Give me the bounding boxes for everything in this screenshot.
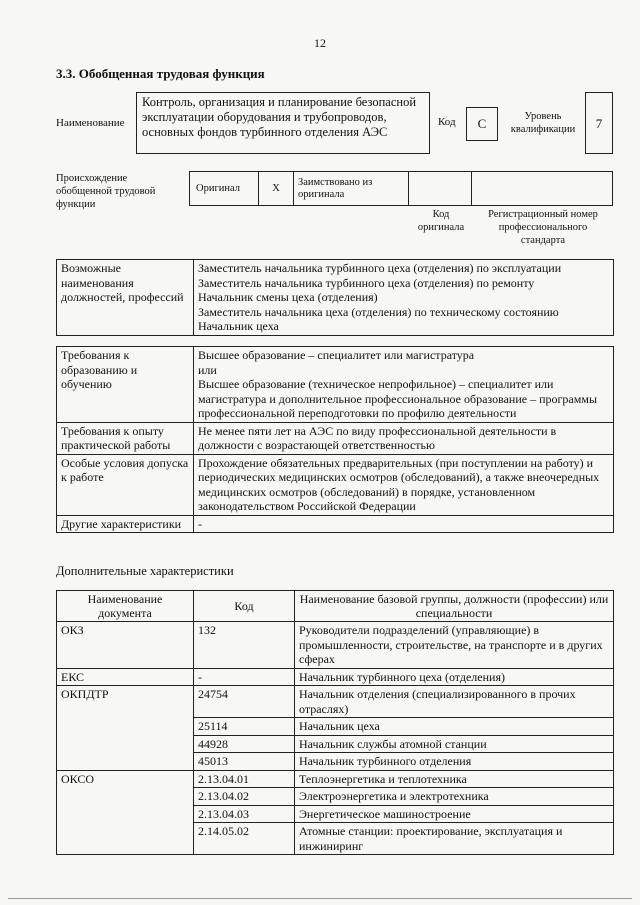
code-cell: 44928: [194, 735, 295, 753]
group-name-cell: Начальник турбинного отделения: [295, 753, 614, 771]
doc-cell: ОКСО: [57, 770, 194, 855]
admission-label: Особые условия допуска к работе: [57, 454, 194, 515]
table-header-row: [57, 591, 614, 622]
function-name-box: Контроль, организация и планирование безопасной эксплуатации оборудования и трубопроводов, основных фондов турбинного отделения АЭС: [136, 92, 430, 154]
reg-number-caption: Регистрационный номер профессионального стандарта: [488, 209, 598, 246]
col-header-name: Наименование базовой группы, должности (профессии) или специальности: [295, 591, 614, 622]
table-row: [57, 770, 614, 788]
additional-rows: [57, 622, 614, 855]
code-label: Код: [438, 116, 456, 128]
additional-table: [56, 590, 614, 855]
other-value: -: [194, 515, 614, 533]
table-row: [57, 347, 614, 423]
code-value-box: C: [466, 107, 498, 141]
code-cell: -: [194, 668, 295, 686]
qualification-level-label: Уровень квалификации: [510, 111, 576, 135]
admission-value: Прохождение обязательных предварительных (при поступлении на работу) и периодических медицинских осмотров (обследований), а также внеочередных медицинских осмотров (обследований) в порядке, установленном законодательством Российской Федерации: [194, 454, 614, 515]
table-row: [57, 622, 614, 669]
code-cell: 2.13.04.02: [194, 788, 295, 806]
col-header-code: Код: [194, 591, 295, 622]
code-cell: 132: [194, 622, 295, 669]
doc-cell: ОКПДТР: [57, 686, 194, 771]
requirements-table: [56, 346, 614, 533]
list-item: Начальник цеха: [198, 319, 279, 333]
list-item: Заместитель начальника цеха (отделения) по техническому состоянию: [198, 304, 559, 319]
table-row: [57, 454, 614, 515]
table-row: [57, 422, 614, 454]
additional-title: Дополнительные характеристики: [56, 564, 234, 578]
doc-cell: ЕКС: [57, 668, 194, 686]
positions-list: [194, 260, 614, 336]
origin-row: [190, 171, 613, 206]
code-cell: 2.14.05.02: [194, 823, 295, 855]
list-item: Заместитель начальника турбинного цеха (отделения) по ремонту: [198, 275, 535, 290]
code-cell: 24754: [194, 686, 295, 718]
group-name-cell: Начальник цеха: [295, 718, 614, 736]
borrowed-cell: Заимствовано из оригинала: [293, 171, 409, 206]
code-cell: 45013: [194, 753, 295, 771]
page-number: 12: [314, 36, 326, 50]
origin-code-cell: [408, 171, 472, 206]
other-label: Другие характеристики: [57, 515, 194, 533]
code-cell: 2.13.04.03: [194, 805, 295, 823]
list-item: Заместитель начальника турбинного цеха (отделения) по эксплуатации: [198, 261, 562, 275]
education-label: Требования к образованию и обучению: [57, 347, 194, 423]
group-name-cell: Начальник турбинного цеха (отделения): [295, 668, 614, 686]
group-name-cell: Теплоэнергетика и теплотехника: [295, 770, 614, 788]
table-row: [57, 515, 614, 533]
positions-label: Возможные наименования должностей, профессий: [57, 260, 194, 336]
text-line: Высшее образование – специалитет или магистратура: [198, 348, 475, 362]
group-name-cell: Начальник службы атомной станции: [295, 735, 614, 753]
group-name-cell: Энергетическое машиностроение: [295, 805, 614, 823]
reg-number-cell: [471, 171, 613, 206]
code-cell: 2.13.04.01: [194, 770, 295, 788]
section-title: 3.3. Обобщенная трудовая функция: [56, 66, 265, 81]
col-header-doc: Наименование документа: [57, 591, 194, 622]
code-cell: 25114: [194, 718, 295, 736]
text-line: или: [198, 362, 217, 377]
experience-label: Требования к опыту практической работы: [57, 422, 194, 454]
text-line: Высшее образование (техническое непрофильное) – специалитет или магистратура и дополнительное профессиональное образование – программы профессиональной переподготовки по профилю деятельности: [198, 377, 598, 420]
origin-code-caption: Код оригинала: [417, 209, 465, 233]
group-name-cell: Начальник отделения (специализированного в прочих отраслях): [295, 686, 614, 718]
experience-value: Не менее пяти лет на АЭС по виду профессиональной деятельности в должности с возрастающей ответственностью: [194, 422, 614, 454]
group-name-cell: Электроэнергетика и электротехника: [295, 788, 614, 806]
doc-cell: ОКЗ: [57, 622, 194, 669]
positions-table: [56, 259, 614, 336]
name-label: Наименование: [56, 117, 125, 129]
original-mark-cell: X: [258, 171, 294, 206]
origin-label: Происхождение обобщенной трудовой функции: [56, 173, 156, 210]
original-cell: Оригинал: [189, 171, 259, 206]
education-value: [194, 347, 614, 423]
list-item: Начальник смены цеха (отделения): [198, 290, 378, 304]
group-name-cell: Руководители подразделений (управляющие) в промышленности, строительстве, на транспорте и в других сферах: [295, 622, 614, 669]
table-row: [57, 668, 614, 686]
table-row: [57, 686, 614, 718]
group-name-cell: Атомные станции: проектирование, эксплуатация и инжиниринг: [295, 823, 614, 855]
qualification-level-box: 7: [585, 92, 613, 154]
table-row: [57, 260, 614, 336]
page-bottom-edge: [8, 898, 632, 899]
